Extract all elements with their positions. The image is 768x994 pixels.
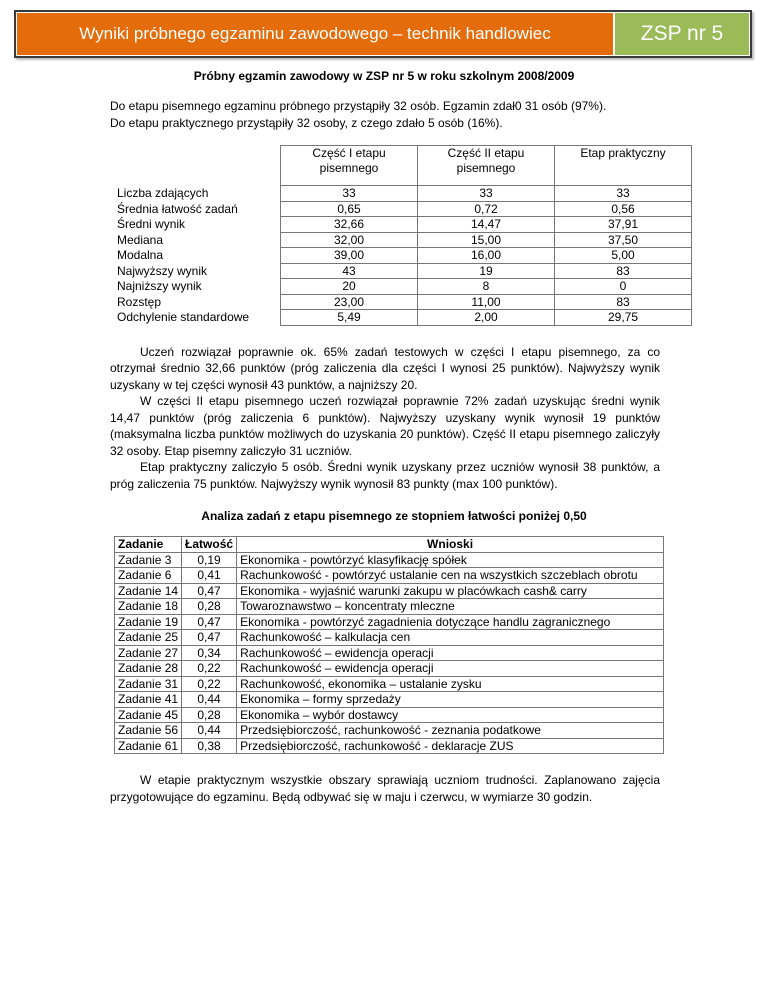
stat-value: 0,72	[418, 201, 555, 217]
paragraph: W części II etapu pisemnego uczeń rozwiązał poprawnie 72% zadań uzyskując średni wynik 14,47 punktów (próg zaliczenia 6 punktów). Najwyższy uzyskany wynik wynosił 19 punktów (maksymalna liczba punktów możliwych do uzyskania 20 punktów). Część II etapu pisemnego zaliczyły 32 osoby. Etap pisemny zaliczyło 31 uczniów.	[110, 394, 660, 458]
stats-row	[114, 279, 692, 295]
stat-value: 11,00	[418, 294, 555, 310]
stat-value: 33	[418, 186, 555, 202]
column-header: Część II etapu pisemnego	[418, 146, 555, 186]
stat-value: 2,00	[418, 310, 555, 326]
task-row	[115, 738, 664, 754]
task-easiness: 0,34	[182, 645, 237, 661]
task-easiness: 0,47	[182, 614, 237, 630]
row-label: Mediana	[117, 232, 164, 247]
stats-table	[114, 145, 692, 326]
task-name: Zadanie 14	[115, 583, 182, 599]
task-row	[115, 676, 664, 692]
stat-value: 33	[281, 186, 418, 202]
task-easiness: 0,28	[182, 707, 237, 723]
task-row	[115, 630, 664, 646]
column-header: Część I etapu pisemnego	[281, 146, 418, 186]
row-label: Średnia łatwość zadań	[117, 201, 238, 216]
task-name: Zadanie 3	[115, 552, 182, 568]
task-conclusion: Rachunkowość, ekonomika – ustalanie zysku	[237, 676, 664, 692]
stat-value: 32,66	[281, 217, 418, 233]
stat-value: 83	[555, 294, 692, 310]
stats-row	[114, 248, 692, 264]
row-label: Najwyższy wynik	[117, 263, 208, 278]
summary-text	[110, 344, 660, 493]
stat-value: 16,00	[418, 248, 555, 264]
task-row	[115, 723, 664, 739]
task-row	[115, 583, 664, 599]
school-badge: ZSP nr 5	[615, 13, 749, 55]
task-name: Zadanie 19	[115, 614, 182, 630]
stat-value: 43	[281, 263, 418, 279]
stats-row	[114, 201, 692, 217]
stat-value: 5,49	[281, 310, 418, 326]
stats-row	[114, 263, 692, 279]
stat-value: 0,56	[555, 201, 692, 217]
stats-row	[114, 232, 692, 248]
column-header: Etap praktyczny	[555, 146, 692, 186]
task-row	[115, 552, 664, 568]
task-conclusion: Ekonomika - wyjaśnić warunki zakupu w placówkach cash& carry	[237, 583, 664, 599]
stat-value: 23,00	[281, 294, 418, 310]
stats-row	[114, 294, 692, 310]
column-header: Zadanie	[115, 537, 182, 553]
stat-value: 20	[281, 279, 418, 295]
row-label: Najniższy wynik	[117, 279, 202, 293]
task-name: Zadanie 31	[115, 676, 182, 692]
task-conclusion: Ekonomika - powtórzyć klasyfikację spółek	[237, 552, 664, 568]
intro	[110, 98, 660, 131]
row-label: Odchylenie standardowe	[117, 310, 250, 324]
stat-value: 5,00	[555, 248, 692, 264]
header-title: Wyniki próbnego egzaminu zawodowego – technik handlowiec	[17, 13, 613, 55]
task-conclusion: Towaroznawstwo – koncentraty mleczne	[237, 599, 664, 615]
closing-text	[110, 772, 660, 805]
paragraph: Etap praktyczny zaliczyło 5 osób. Średni wynik uzyskany przez uczniów wynosił 38 punktów, a próg zaliczenia 75 punktów. Najwyższy wynik wynosił 83 punkty (max 100 punktów).	[110, 460, 660, 491]
task-easiness: 0,22	[182, 676, 237, 692]
intro-line: Do etapu praktycznego przystąpiły 32 osoby, z czego zdało 5 osób (16%).	[110, 115, 503, 130]
paragraph: Uczeń rozwiązał poprawnie ok. 65% zadań testowych w części I etapu pisemnego, za co otrzymał średnio 32,66 punktów (próg zaliczenia dla części I wynosi 25 punktów). Najwyższy wynik uzyskany w tej części wynosił 43 punktów, a najniższy 20.	[110, 344, 660, 392]
stats-row	[114, 186, 692, 202]
stat-value: 32,00	[281, 232, 418, 248]
task-row	[115, 599, 664, 615]
task-conclusion: Ekonomika – wybór dostawcy	[237, 707, 664, 723]
task-conclusion: Rachunkowość - powtórzyć ustalanie cen na wszystkich szczeblach obrotu	[237, 568, 664, 584]
row-label: Rozstęp	[117, 294, 162, 309]
stat-value: 19	[418, 263, 555, 279]
task-row	[115, 692, 664, 708]
row-label: Modalna	[117, 248, 164, 262]
task-row	[115, 645, 664, 661]
task-row	[115, 661, 664, 677]
stat-value: 37,50	[555, 232, 692, 248]
stat-value: 39,00	[281, 248, 418, 264]
stat-value: 0,65	[281, 201, 418, 217]
task-name: Zadanie 18	[115, 599, 182, 615]
task-easiness: 0,47	[182, 583, 237, 599]
column-header: Łatwość	[182, 537, 237, 553]
task-easiness: 0,44	[182, 692, 237, 708]
task-easiness: 0,28	[182, 599, 237, 615]
task-name: Zadanie 6	[115, 568, 182, 584]
task-name: Zadanie 27	[115, 645, 182, 661]
document-title: Próbny egzamin zawodowy w ZSP nr 5 w roku szkolnym 2008/2009	[193, 69, 575, 83]
column-header: Wnioski	[237, 537, 664, 553]
task-conclusion: Przedsiębiorczość, rachunkowość - zeznania podatkowe	[237, 723, 664, 739]
task-name: Zadanie 41	[115, 692, 182, 708]
task-name: Zadanie 45	[115, 707, 182, 723]
task-name: Zadanie 61	[115, 738, 182, 754]
task-conclusion: Rachunkowość – ewidencja operacji	[237, 645, 664, 661]
task-conclusion: Przedsiębiorczość, rachunkowość - deklaracje ZUS	[237, 738, 664, 754]
stat-value: 15,00	[418, 232, 555, 248]
intro-line: Do etapu pisemnego egzaminu próbnego przystąpiły 32 osób. Egzamin zdał0 31 osób (97%).	[110, 99, 607, 113]
analysis-table	[114, 536, 664, 754]
task-name: Zadanie 56	[115, 723, 182, 739]
task-conclusion: Rachunkowość – kalkulacja cen	[237, 630, 664, 646]
task-name: Zadanie 28	[115, 661, 182, 677]
stat-value: 37,91	[555, 217, 692, 233]
task-conclusion: Rachunkowość – ewidencja operacji	[237, 661, 664, 677]
task-conclusion: Ekonomika - powtórzyć zagadnienia dotyczące handlu zagranicznego	[237, 614, 664, 630]
stat-value: 33	[555, 186, 692, 202]
stat-value: 0	[555, 279, 692, 295]
stat-value: 29,75	[555, 310, 692, 326]
task-easiness: 0,22	[182, 661, 237, 677]
task-easiness: 0,44	[182, 723, 237, 739]
row-label: Średni wynik	[117, 217, 186, 231]
task-conclusion: Ekonomika – formy sprzedaży	[237, 692, 664, 708]
stats-row	[114, 217, 692, 233]
task-easiness: 0,19	[182, 552, 237, 568]
task-easiness: 0,47	[182, 630, 237, 646]
task-row	[115, 707, 664, 723]
task-row	[115, 568, 664, 584]
row-label: Liczba zdających	[117, 186, 209, 200]
stat-value: 83	[555, 263, 692, 279]
analysis-title: Analiza zadań z etapu pisemnego ze stopniem łatwości poniżej 0,50	[201, 509, 587, 523]
paragraph: W etapie praktycznym wszystkie obszary sprawiają uczniom trudności. Zaplanowano zajęcia przygotowujące do egzaminu. Będą odbywać się w maju i czerwcu, w wymiarze 30 godzin.	[110, 773, 660, 804]
task-easiness: 0,41	[182, 568, 237, 584]
task-easiness: 0,38	[182, 738, 237, 754]
header-banner	[14, 10, 752, 58]
stats-row	[114, 310, 692, 326]
stat-value: 14,47	[418, 217, 555, 233]
task-row	[115, 614, 664, 630]
task-name: Zadanie 25	[115, 630, 182, 646]
stat-value: 8	[418, 279, 555, 295]
